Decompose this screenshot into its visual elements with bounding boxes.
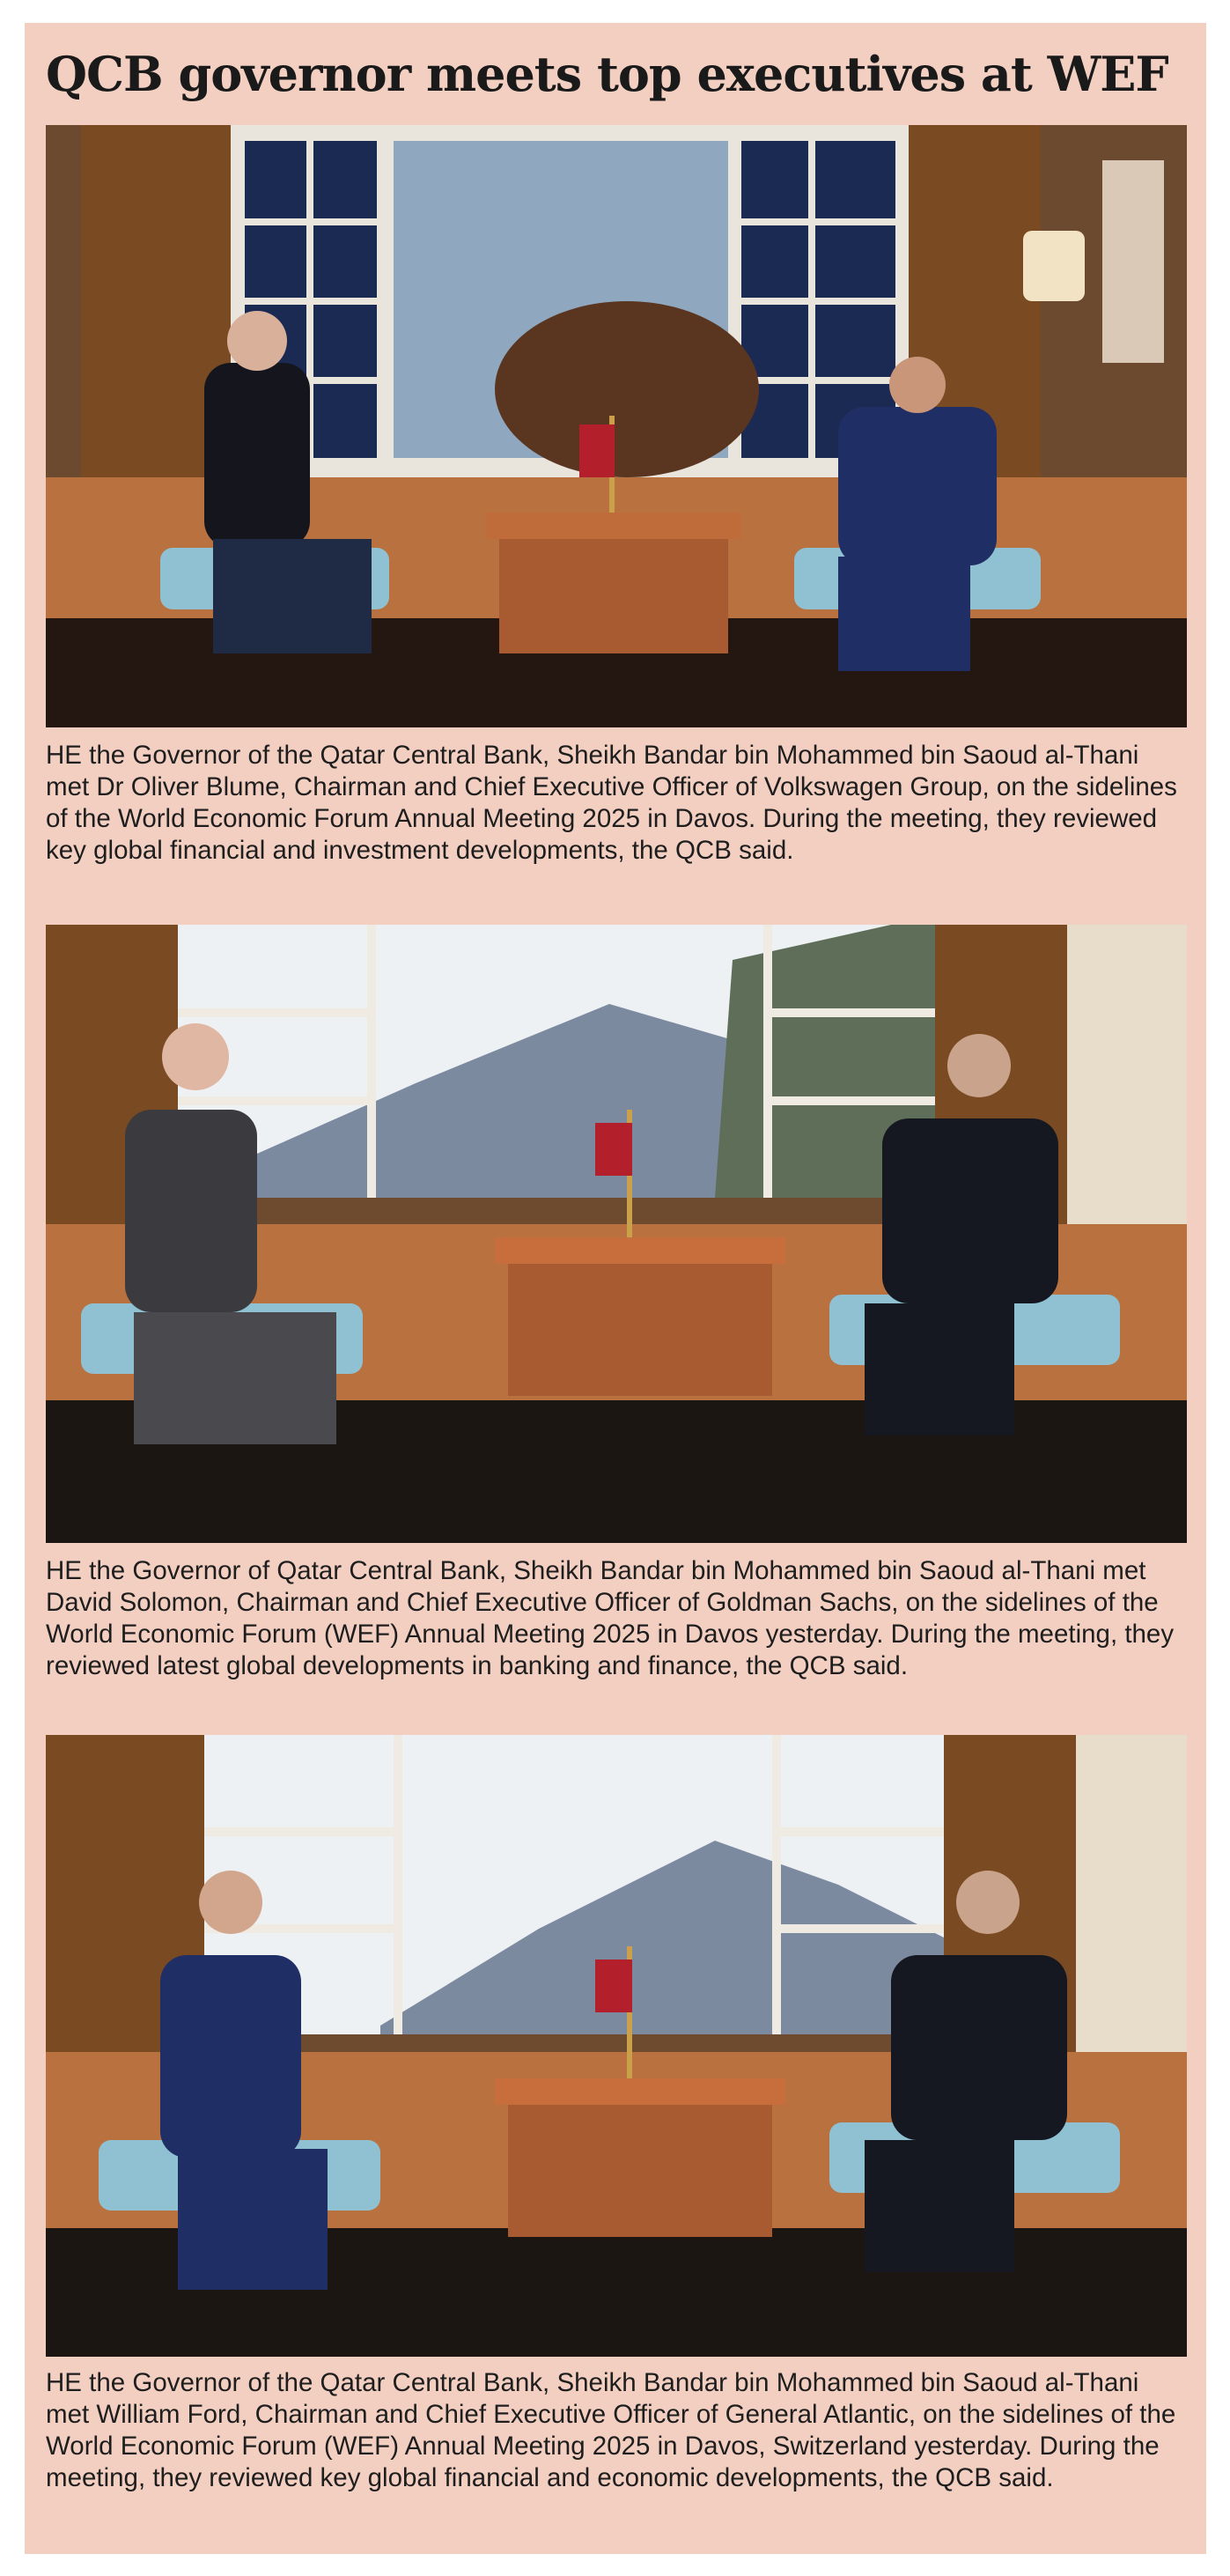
meeting-photo-2 [46, 925, 1187, 1543]
meeting-photo-3 [46, 1735, 1187, 2357]
photo-caption-3: HE the Governor of the Qatar Central Bank, Sheikh Bandar bin Mohammed bin Saoud al-Thani met William Ford, Chairman and Chief Executive Officer of General Atlantic, on the sidelines of the World Economic Forum (WEF) Annual Meeting 2025 in Davos, Switzerland yesterday. During the meeting, they reviewed key global financial and economic developments, the QCB said. [46, 2368, 1176, 2492]
meeting-photo-3-illustration [46, 1735, 1187, 2357]
meeting-photo-1-illustration [46, 125, 1187, 727]
photo-caption-1: HE the Governor of the Qatar Central Bank, Sheikh Bandar bin Mohammed bin Saoud al-Thani met Dr Oliver Blume, Chairman and Chief Executive Officer of Volkswagen Group, on the sidelines of the World Economic Forum Annual Meeting 2025 in Davos. During the meeting, they reviewed key global financial and investment developments, the QCB said. [46, 741, 1177, 865]
photo-caption-2: HE the Governor of Qatar Central Bank, Sheikh Bandar bin Mohammed bin Saoud al-Thani met David Solomon, Chairman and Chief Executive Officer of Goldman Sachs, on the sidelines of the World Economic Forum (WEF) Annual Meeting 2025 in Davos yesterday. During the meeting, they reviewed latest global developments in banking and finance, the QCB said. [46, 1556, 1175, 1680]
meeting-photo-2-illustration [46, 925, 1187, 1543]
meeting-photo-1 [46, 125, 1187, 727]
article-headline: QCB governor meets top executives at WEF [46, 46, 1168, 102]
